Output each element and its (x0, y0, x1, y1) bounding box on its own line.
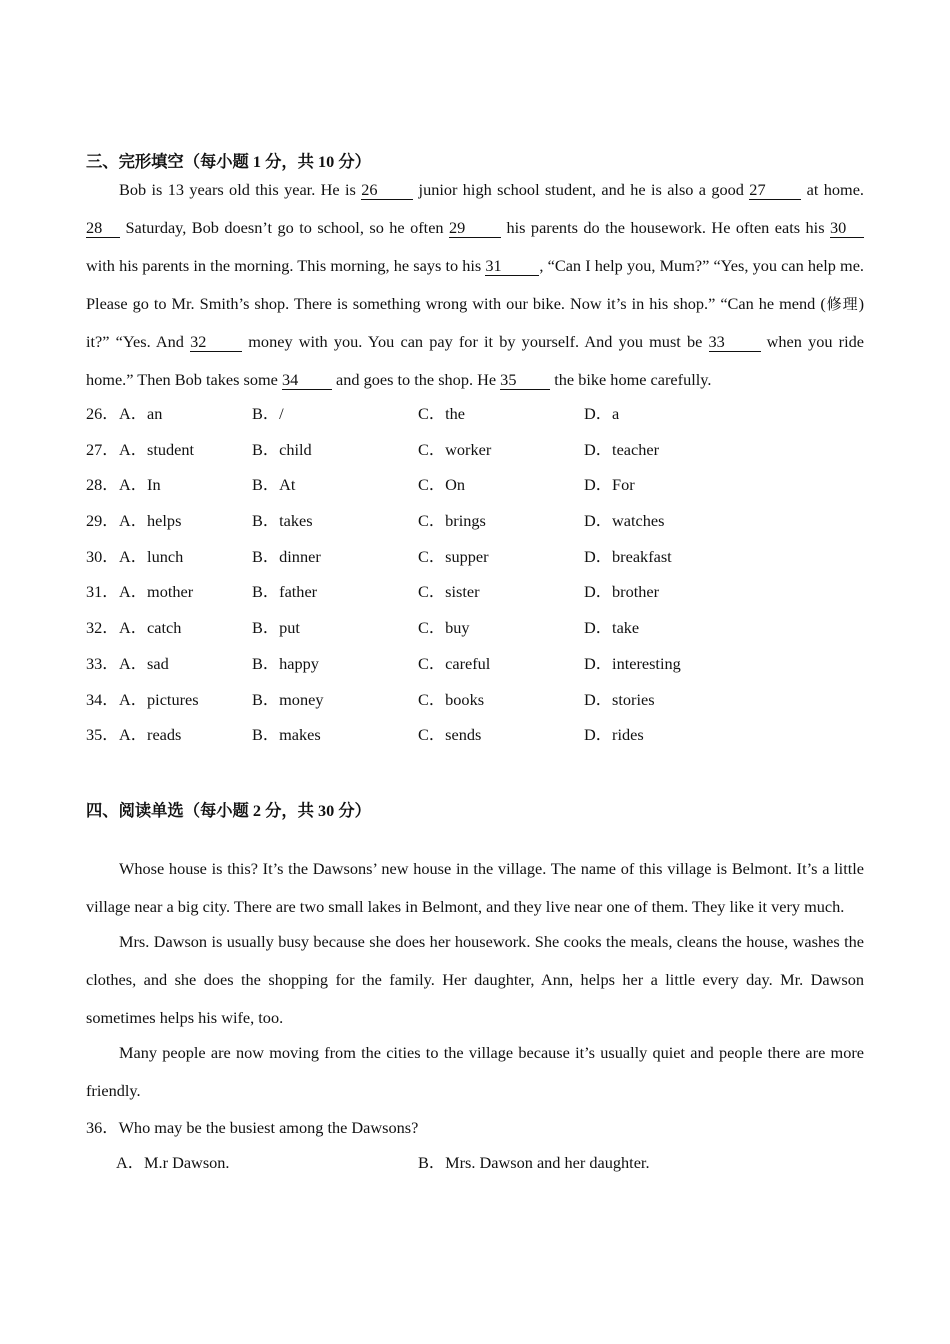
passage-text: the bike home carefully. (550, 370, 712, 389)
question-row (86, 396, 864, 432)
option-b[interactable]: B．money (252, 689, 324, 709)
question-36: 36．Who may be the busiest among the Dawsons? (86, 1117, 419, 1137)
passage-text: his parents do the housework. He often eats his (501, 218, 830, 237)
option-b[interactable]: B．put (252, 618, 300, 638)
blank-26: 26 (361, 181, 413, 200)
option-b[interactable]: B．father (252, 582, 318, 602)
option-c[interactable]: C．worker (418, 439, 492, 459)
option-a[interactable]: A．an (119, 404, 163, 423)
passage-text: junior high school student, and he is also a good (413, 180, 750, 199)
question-number: 28． (86, 475, 119, 495)
option-b[interactable]: B．child (252, 439, 312, 459)
option-a[interactable]: A．catch (119, 618, 182, 638)
option-b[interactable]: B．/ (252, 404, 284, 423)
question-row (86, 467, 864, 503)
question-row (86, 717, 864, 753)
blank-29: 29 (449, 219, 501, 238)
option-d[interactable]: D．take (584, 618, 640, 638)
section4-heading: 四、阅读单选（每小题 2 分，共 30 分） (86, 800, 371, 820)
option-d[interactable]: D．breakfast (584, 546, 672, 566)
question-number: 31． (86, 582, 119, 602)
passage-text: with his parents in the morning. This morning, he says to his (86, 256, 486, 275)
reading-paragraph-3: Many people are now moving from the cities to the village because it’s usually quiet and people there are more friendly. (86, 1042, 864, 1100)
option-d[interactable]: D．teacher (584, 439, 660, 459)
option-d[interactable]: D．stories (584, 689, 655, 709)
blank-35: 35 (500, 371, 550, 390)
option-c[interactable]: C．buy (418, 618, 470, 638)
option-c[interactable]: C．sister (418, 582, 480, 602)
passage-text: ) it?” “Yes. And (86, 294, 864, 351)
question-row (86, 574, 864, 610)
option-b[interactable]: B．takes (252, 511, 313, 531)
option-c[interactable]: C．supper (418, 546, 489, 566)
option-a[interactable]: A．In (119, 475, 161, 495)
option-b[interactable]: B．dinner (252, 546, 321, 566)
passage-text: and goes to the shop. He (331, 370, 501, 389)
option-a[interactable]: A．pictures (119, 689, 199, 709)
cloze-passage (86, 171, 864, 399)
exam-page (86, 150, 864, 1181)
passage-text: when you ride home.” Then Bob takes some (86, 332, 864, 389)
reading-paragraph-1: Whose house is this? It’s the Dawsons’ new house in the village. The name of this village is Belmont. It’s a little village near a big city. There are two small lakes in Belmont, and they live near one of them. They like it very much. (86, 858, 864, 916)
option-b[interactable]: B．makes (252, 725, 321, 745)
reading-paragraph-2: Mrs. Dawson is usually busy because she does her housework. She cooks the meals, cleans the house, washes the clothes, and she does the shopping for the family. Her daughter, Ann, helps her a little every day. Mr. Dawson sometimes helps his wife, too. (86, 931, 864, 1027)
option-d[interactable]: D．watches (584, 511, 665, 531)
question-row (86, 503, 864, 539)
option-c[interactable]: C．careful (418, 653, 491, 673)
option-a[interactable]: A．reads (119, 725, 182, 745)
question-row (86, 610, 864, 646)
option-d[interactable]: D．rides (584, 725, 644, 745)
option-c[interactable]: C．On (418, 475, 466, 495)
question-number: 26． (86, 404, 119, 423)
blank-34: 34 (282, 371, 332, 390)
passage-text: at home. (801, 180, 864, 199)
blank-27: 27 (749, 181, 801, 200)
option-c[interactable]: C．brings (418, 511, 486, 531)
passage-text: Bob is 13 years old this year. He is (119, 180, 362, 199)
option-a[interactable]: A．student (119, 439, 195, 459)
passage-chinese-gloss: 修理 (825, 295, 859, 313)
section3-heading: 三、完形填空（每小题 1 分，共 10 分） (86, 152, 371, 171)
option-a[interactable]: A．lunch (119, 546, 184, 566)
option-b[interactable]: B．At (252, 475, 296, 495)
question-number: 32． (86, 618, 119, 638)
option-c[interactable]: C．books (418, 689, 485, 709)
cloze-options (86, 396, 864, 753)
option-d[interactable]: D．For (584, 475, 635, 495)
question-row (86, 646, 864, 682)
question-row (86, 432, 864, 468)
option-a[interactable]: A．helps (119, 511, 182, 531)
passage-text: money with you. You can pay for it by yourself. And you must be (242, 332, 709, 351)
option-b[interactable]: B．Mrs. Dawson and her daughter. (418, 1152, 650, 1172)
question-number: 34． (86, 689, 119, 709)
question-number: 27． (86, 439, 119, 459)
blank-31: 31 (485, 257, 539, 276)
option-d[interactable]: D．interesting (584, 653, 681, 673)
blank-32: 32 (190, 333, 242, 352)
question-number: 33． (86, 653, 119, 673)
question-36-options (86, 1145, 864, 1181)
option-d[interactable]: D．brother (584, 582, 660, 602)
option-b[interactable]: B．happy (252, 653, 319, 673)
question-number: 30． (86, 546, 119, 566)
question-row (86, 539, 864, 575)
blank-30: 30 (830, 219, 864, 238)
option-c[interactable]: C．the (418, 404, 466, 423)
question-row (86, 682, 864, 718)
option-d[interactable]: D．a (584, 404, 620, 423)
question-number: 29． (86, 511, 119, 531)
option-a[interactable]: A．M.r Dawson. (116, 1152, 230, 1172)
question-number: 35． (86, 725, 119, 745)
option-a[interactable]: A．sad (119, 653, 169, 673)
option-c[interactable]: C．sends (418, 725, 482, 745)
blank-28: 28 (86, 219, 120, 238)
passage-text: Saturday, Bob doesn’t go to school, so he often (120, 218, 450, 237)
option-a[interactable]: A．mother (119, 582, 194, 602)
passage-text: , “Can I help you, Mum?” “Yes, you can help me. Please go to Mr. Smith’s shop. There is something wrong with our bike. Now it’s in his shop.” “Can he mend ( (86, 256, 864, 313)
blank-33: 33 (709, 333, 761, 352)
